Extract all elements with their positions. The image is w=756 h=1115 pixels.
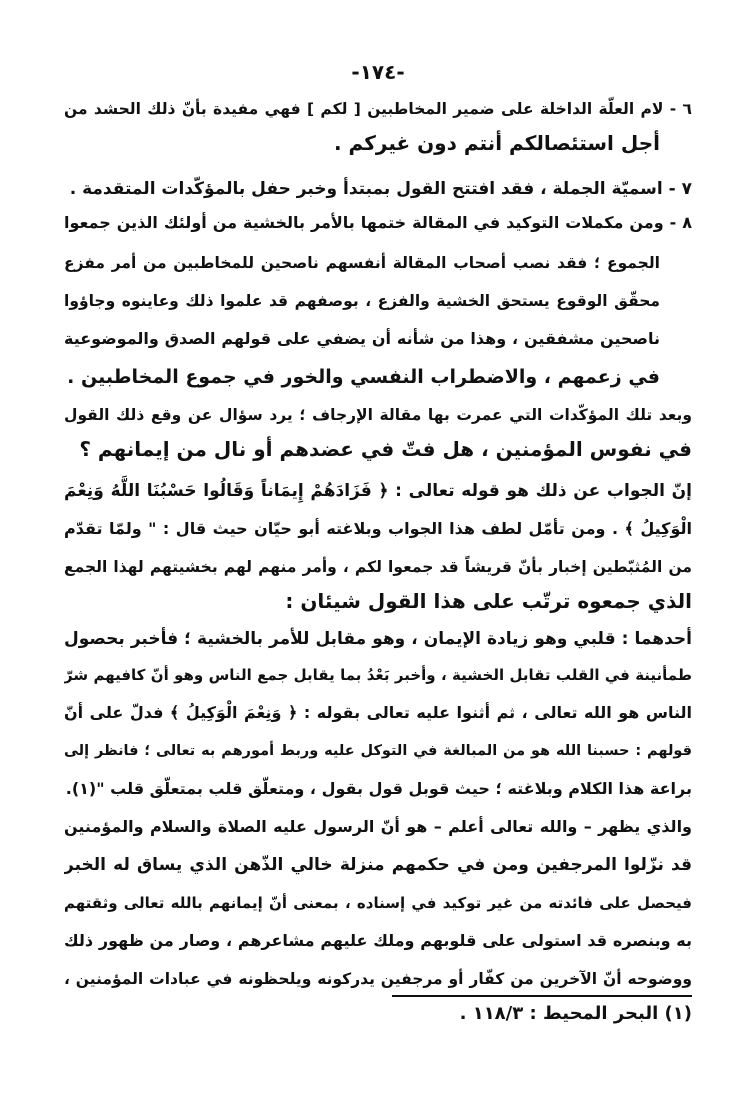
- text-line: الْوَكِيلُ ﴾ . ومن تأمّل لطف هذا الجواب وبلاغته أبو حيّان حيث قال : " ولمّا تقدّم: [64, 519, 692, 538]
- text-line: من المُثبّطين إخبار بأنّ قريشاً قد جمعوا لكم ، وأمر منهم لهم بخشيتهم لهذا الجمع: [64, 558, 692, 576]
- text-line: براعة هذا الكلام وبلاغته ؛ حيث قوبل قول بقول ، ومتعلّق قلب بمتعلّق قلب "(١).: [65, 779, 692, 798]
- text-line: ٦ - لام العلّة الداخلة على ضمير المخاطبين [ لكم ] فهي مفيدة بأنّ ذلك الحشد من: [64, 100, 692, 118]
- text-line: في نفوس المؤمنين ، هل فتّ في عضدهم أو نال من إيمانهم ؟: [79, 437, 692, 461]
- text-line: محقّق الوقوع يستحق الخشية والفزع ، بوصفهم قد علموا ذلك وعاينوه وجاؤوا: [64, 292, 660, 310]
- text-line: ٧ - اسميّة الجملة ، فقد افتتح القول بمبتدأ وخبر حفل بالمؤكّدات المتقدمة .: [69, 179, 692, 199]
- text-line: قولهم : حسبنا الله هو من المبالغة في التوكل عليه وربط أمورهم به تعالى ؛ فانظر إلى: [64, 743, 692, 759]
- text-line: به وبنصره قد استولى على قلوبهم وملك عليهم مشاعرهم ، وصار من ظهور ذلك: [64, 931, 692, 950]
- text-line: والذي يظهر – والله تعالى أعلم – هو أنّ الرسول عليه الصلاة والسلام والمؤمنين: [64, 817, 692, 836]
- text-line: أجل استئصالكم أنتم دون غيركم .: [334, 131, 660, 155]
- text-line: ٨ - ومن مكملات التوكيد في المقالة ختمها بالأمر بالخشية من أولئك الذين جمعوا: [64, 213, 692, 232]
- text-line: وبعد تلك المؤكّدات التي عمرت بها مقالة الإرجاف ؛ يرد سؤال عن وقع ذلك القول: [64, 406, 692, 424]
- text-line: الذي جمعوه ترتّب على هذا القول شيئان :: [285, 589, 692, 613]
- footnote-divider: [392, 995, 692, 997]
- text-line: طمأنينة في القلب تقابل الخشية ، وأخبر بَعْدُ بما يقابل جمع الناس وهو أنّ كافيهم شرّ: [64, 666, 692, 684]
- page-number: -١٧٤-: [351, 60, 405, 84]
- text-line: قد نزّلوا المرجفين ومن في حكمهم منزلة خالي الذّهن الذي يساق له الخبر: [64, 855, 692, 875]
- text-line: إنّ الجواب عن ذلك هو قوله تعالى : ﴿ فَزَادَهُمْ إِيمَاناً وَقَالُوا حَسْبُنَا اللَّهُ وَنِعْمَ: [64, 481, 692, 501]
- text-line: فيحصل على فائدته من غير توكيد في إسناده ، بمعنى أنّ إيمانهم بالله تعالى وثقتهم: [64, 894, 692, 912]
- text-line: ووضوحه أنّ الآخرين من كفّار أو مرجفين يدركونه ويلحظونه في عبادات المؤمنين ،: [64, 970, 692, 988]
- footnote: (١) البحر المحيط : ١١٨/٣ .: [459, 1003, 692, 1024]
- text-line: في زعمهم ، والاضطراب النفسي والخور في جموع المخاطبين .: [67, 366, 660, 388]
- text-line: أحدهما : قلبي وهو زيادة الإيمان ، وهو مقابل للأمر بالخشية ؛ فأخبر بحصول: [64, 629, 692, 649]
- text-line: الناس هو الله تعالى ، ثم أثنوا عليه تعالى بقوله : ﴿ وَنِعْمَ الْوَكِيلُ ﴾ فدلّ على أنّ: [64, 703, 692, 722]
- text-line: الجموع ؛ فقد نصب أصحاب المقالة أنفسهم ناصحين للمخاطبين من أمر مفزع: [64, 254, 660, 272]
- text-line: ناصحين مشفقين ، وهذا من شأنه أن يضفي على قولهم الصدق والموضوعية: [64, 329, 660, 348]
